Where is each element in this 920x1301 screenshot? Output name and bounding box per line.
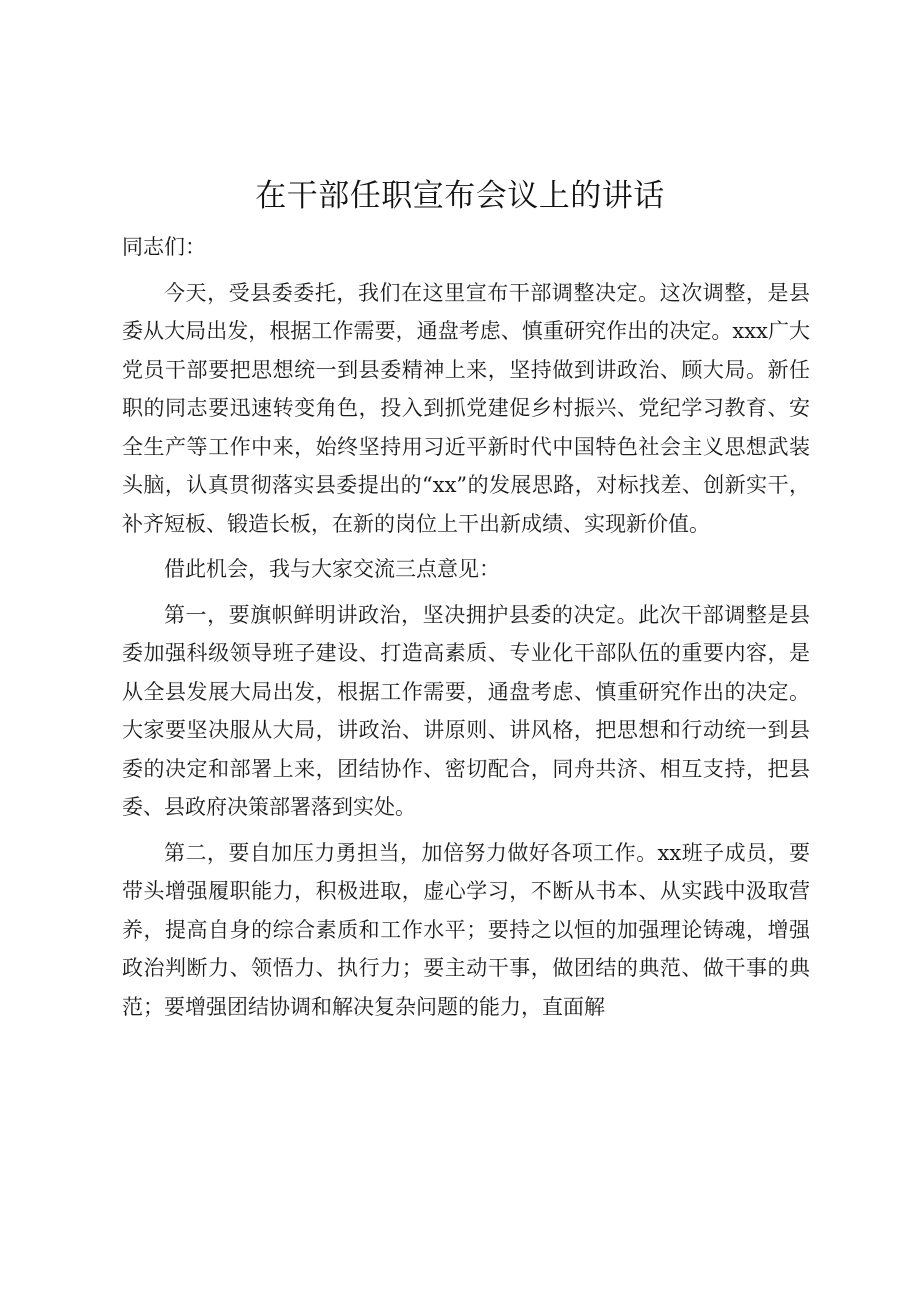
document-body [122, 228, 810, 1026]
salutation: 同志们： [122, 235, 206, 259]
document-title: 在干部任职宣布会议上的讲话 [255, 178, 665, 214]
paragraph-4: 第二，要自加压力勇担当，加倍努力做好各项工作。xx班子成员，要带头增强履职能力，积极进取，虚心学习，不断从书本、从实践中汲取营养，提高自身的综合素质和工作水平；要持之以恒的加强理论铸魂，增强政治判断力、领悟力、执行力；要主动干事，做团结的典范、做干事的典范；要增强团结协调和解决复杂问题的能力，直面解 [122, 840, 810, 1019]
paragraph-2: 借此机会，我与大家交流三点意见： [164, 557, 500, 581]
paragraph-1: 今天，受县委委托，我们在这里宣布干部调整决定。这次调整，是县委从大局出发，根据工作需要，通盘考虑、慎重研究作出的决定。xxx广大党员干部要把思想统一到县委精神上来，坚持做到讲政治、顾大局。新任职的同志要迅速转变角色，投入到抓党建促乡村振兴、党纪学习教育、安全生产等工作中来，始终坚持用习近平新时代中国特色社会主义思想武装头脑，认真贯彻落实县委提出的“xx”的发展思路，对标找差、创新实干，补齐短板、锻造长板，在新的岗位上干出新成绩、实现新价值。 [122, 280, 810, 536]
paragraph-3: 第一，要旗帜鲜明讲政治，坚决拥护县委的决定。此次干部调整是县委加强科级领导班子建设、打造高素质、专业化干部队伍的重要内容，是从全县发展大局出发，根据工作需要，通盘考虑、慎重研究作出的决定。大家要坚决服从大局，讲政治、讲原则、讲风格，把思想和行动统一到县委的决定和部署上来，团结协作、密切配合，同舟共济、相互支持，把县委、县政府决策部署落到实处。 [122, 602, 810, 819]
